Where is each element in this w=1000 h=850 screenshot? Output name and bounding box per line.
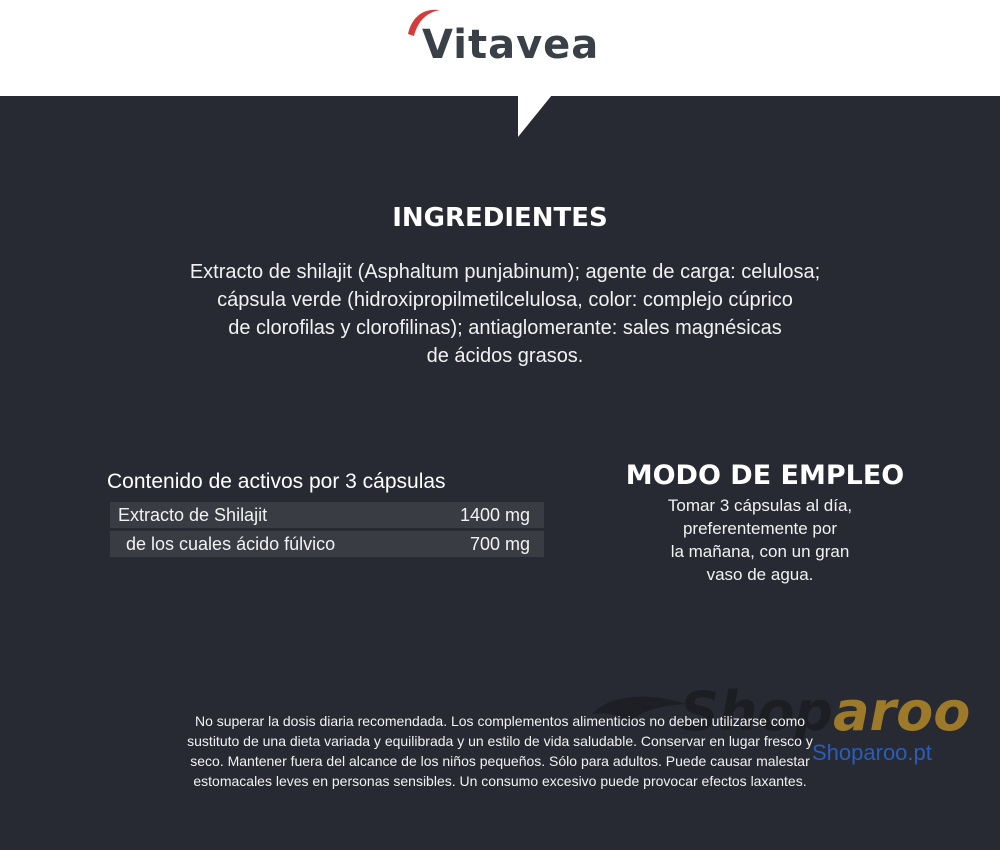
brand-name-suffix: itavea	[453, 22, 600, 68]
actives-table-title: Contenido de activos por 3 cápsulas	[107, 470, 446, 493]
disclaimer-line: sustituto de una dieta variada y equilibrada y un estilo de vida saludable. Conservar en lugar fresco y	[187, 733, 813, 749]
disclaimer	[100, 711, 900, 791]
active-value: 1400 mg	[459, 505, 530, 525]
ingredients-line: de clorofilas y clorofilinas); antiaglomerante: sales magnésicas	[228, 317, 782, 339]
ingredients-text	[100, 258, 910, 370]
ingredients-title: INGREDIENTES	[392, 203, 608, 233]
brand-initial: V	[422, 22, 454, 68]
ingredients-line: de ácidos grasos.	[426, 345, 584, 367]
active-value: 700 mg	[469, 534, 530, 554]
usage-title: MODO DE EMPLEO	[625, 460, 905, 491]
ingredients-line: cápsula verde (hidroxipropilmetilcelulosa, color: complejo cúprico	[217, 289, 793, 311]
table-row	[110, 531, 544, 557]
active-name: Extracto de Shilajit	[118, 505, 268, 525]
usage-line: preferentemente por	[682, 519, 838, 538]
header-notch	[518, 95, 552, 137]
brand-name	[422, 22, 599, 68]
ingredients-line: Extracto de shilajit (Asphaltum punjabinum); agente de carga: celulosa;	[189, 261, 821, 283]
usage-line: vaso de agua.	[706, 565, 814, 584]
table-row	[110, 502, 544, 528]
header	[0, 0, 1000, 96]
brand-logo	[400, 2, 620, 72]
watermark-shop: Shop	[680, 680, 834, 743]
disclaimer-line: seco. Mantener fuera del alcance de los niños pequeños. Sólo para adultos. Puede causar malestar	[190, 753, 810, 769]
disclaimer-line: estomacales leves en personas sensibles. Un consumo excesivo puede provocar efectos laxantes.	[193, 773, 807, 789]
usage-line: Tomar 3 cápsulas al día,	[667, 496, 853, 515]
active-name: de los cuales ácido fúlvico	[126, 534, 336, 554]
watermark-url: Shoparoo.pt	[812, 740, 932, 765]
disclaimer-line: No superar la dosis diaria recomendada. Los complementos alimenticios no deben utilizarse como	[194, 713, 806, 729]
usage-text	[620, 494, 900, 586]
usage-line: la mañana, con un gran	[670, 542, 850, 561]
watermark-aroo: aroo	[833, 680, 971, 743]
